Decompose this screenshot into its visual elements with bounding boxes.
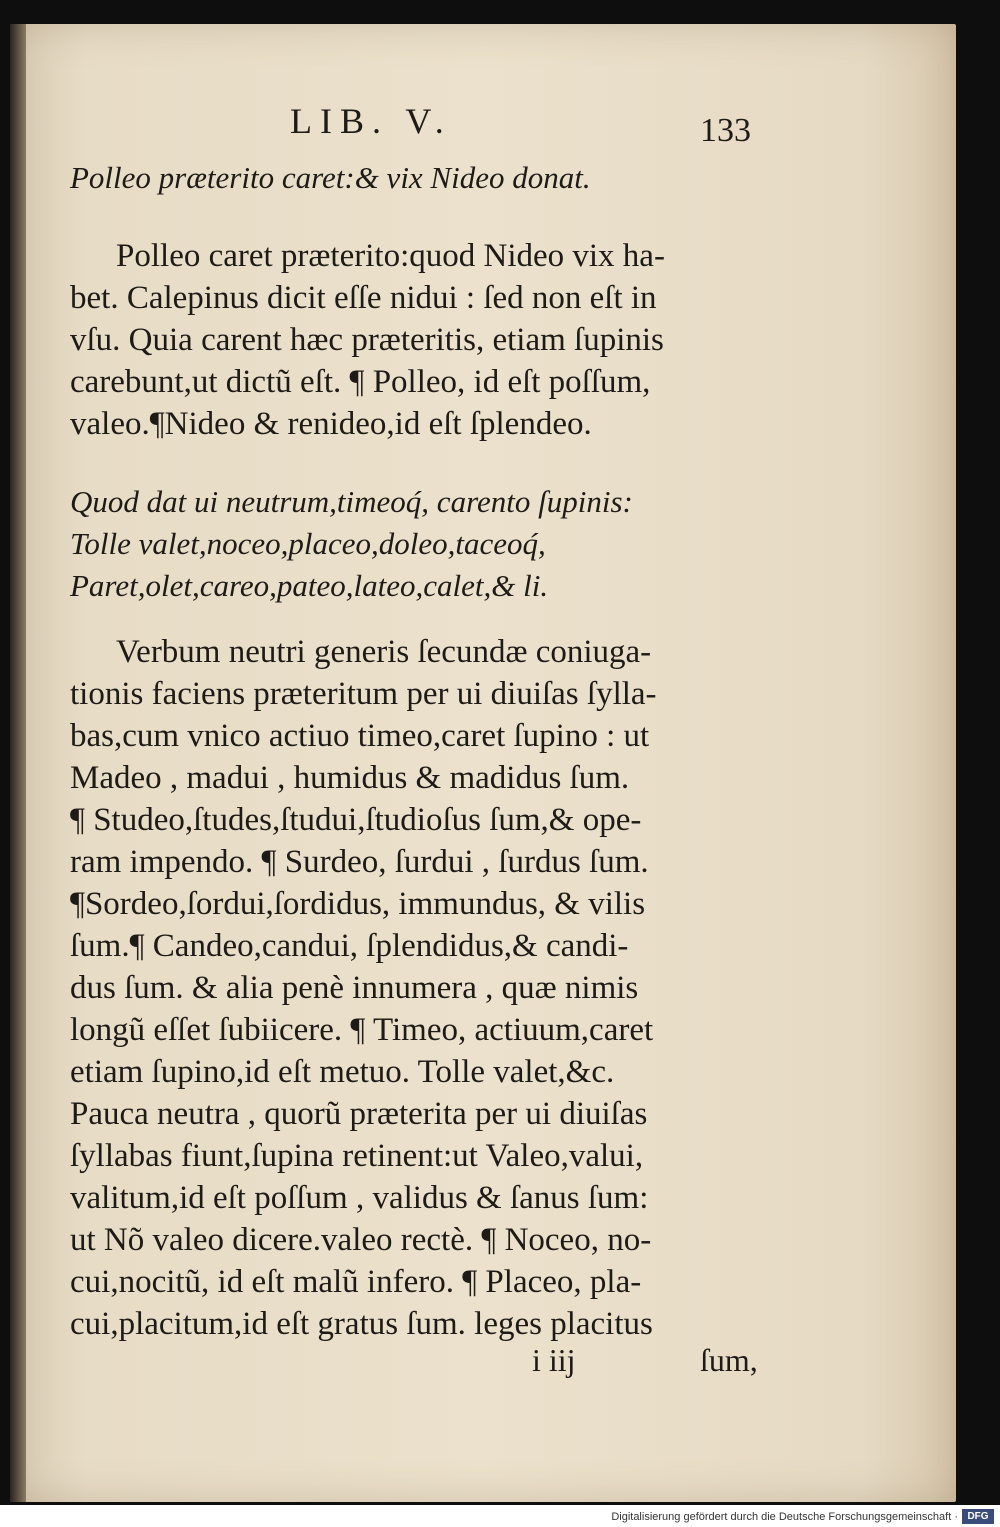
prose-line: valeo.¶Nideo & renideo,id eſt ſplendeo.	[70, 406, 592, 442]
prose-line: cui,nocitũ, id eſt malũ infero. ¶ Placeo, pla-	[70, 1264, 642, 1300]
signature-mark: i iij	[532, 1342, 576, 1378]
prose-line: vſu. Quia carent hæc præteritis, etiam ſupinis	[70, 322, 664, 358]
prose-line: ſum.¶ Candeo,candui, ſplendidus,& candi-	[70, 928, 629, 964]
verse-line: Quod dat ui neutrum,timeoq́, carento ſupinis:	[70, 484, 633, 519]
prose-line: dus ſum. & alia penè innumera , quæ nimis	[70, 970, 639, 1006]
prose-line: etiam ſupino,id eſt metuo. Tolle valet,&c.	[70, 1054, 615, 1090]
prose-line: Madeo , madui , humidus & madidus ſum.	[70, 760, 630, 796]
prose-line: carebunt,ut dictũ eſt. ¶ Polleo, id eſt poſſum,	[70, 364, 651, 400]
prose-line: ut Nõ valeo dicere.valeo rectè. ¶ Noceo, no-	[70, 1222, 652, 1258]
verse-line: Paret,olet,careo,pateo,lateo,calet,& li.	[70, 568, 549, 603]
verse-line: Tolle valet,noceo,placeo,doleo,taceoq́,	[70, 526, 546, 561]
funding-notice: Digitalisierung gefördert durch die Deutsche Forschungsgemeinschaft ·	[611, 1511, 958, 1523]
prose-line: Pauca neutra , quorũ præterita per ui diuiſas	[70, 1096, 648, 1132]
prose-line: valitum,id eſt poſſum , validus & ſanus ſum:	[70, 1180, 649, 1216]
prose-line: ſyllabas fiunt,ſupina retinent:ut Valeo,valui,	[70, 1138, 644, 1174]
prose-line: bet. Calepinus dicit eſſe nidui : ſed non eſt in	[70, 280, 657, 316]
catchword: ſum,	[700, 1342, 758, 1378]
prose-line: tionis faciens præteritum per ui diuiſas ſylla-	[70, 676, 657, 712]
prose-line: Polleo caret præterito:quod Nideo vix ha-	[116, 238, 665, 274]
running-head: LIB. V.	[290, 101, 452, 141]
dfg-logo: DFG	[962, 1509, 994, 1524]
prose-line: ¶Sordeo,ſordui,ſordidus, immundus, & vilis	[70, 886, 646, 922]
verse-line: Polleo præterito caret:& vix Nideo donat.	[70, 160, 591, 195]
footer-bar	[0, 1505, 1000, 1527]
prose-line: ram impendo. ¶ Surdeo, ſurdui , ſurdus ſum.	[70, 844, 649, 880]
prose-line: bas,cum vnico actiuo timeo,caret ſupino : ut	[70, 718, 650, 754]
page-gutter-edge	[10, 24, 26, 1502]
prose-line: cui,placitum,id eſt gratus ſum. leges placitus	[70, 1306, 653, 1342]
prose-line: longũ eſſet ſubiicere. ¶ Timeo, actiuum,caret	[70, 1012, 654, 1048]
page-number: 133	[700, 112, 751, 149]
prose-line: ¶ Studeo,ſtudes,ſtudui,ſtudioſus ſum,& ope-	[70, 802, 642, 838]
prose-line: Verbum neutri generis ſecundæ coniuga-	[116, 634, 652, 670]
